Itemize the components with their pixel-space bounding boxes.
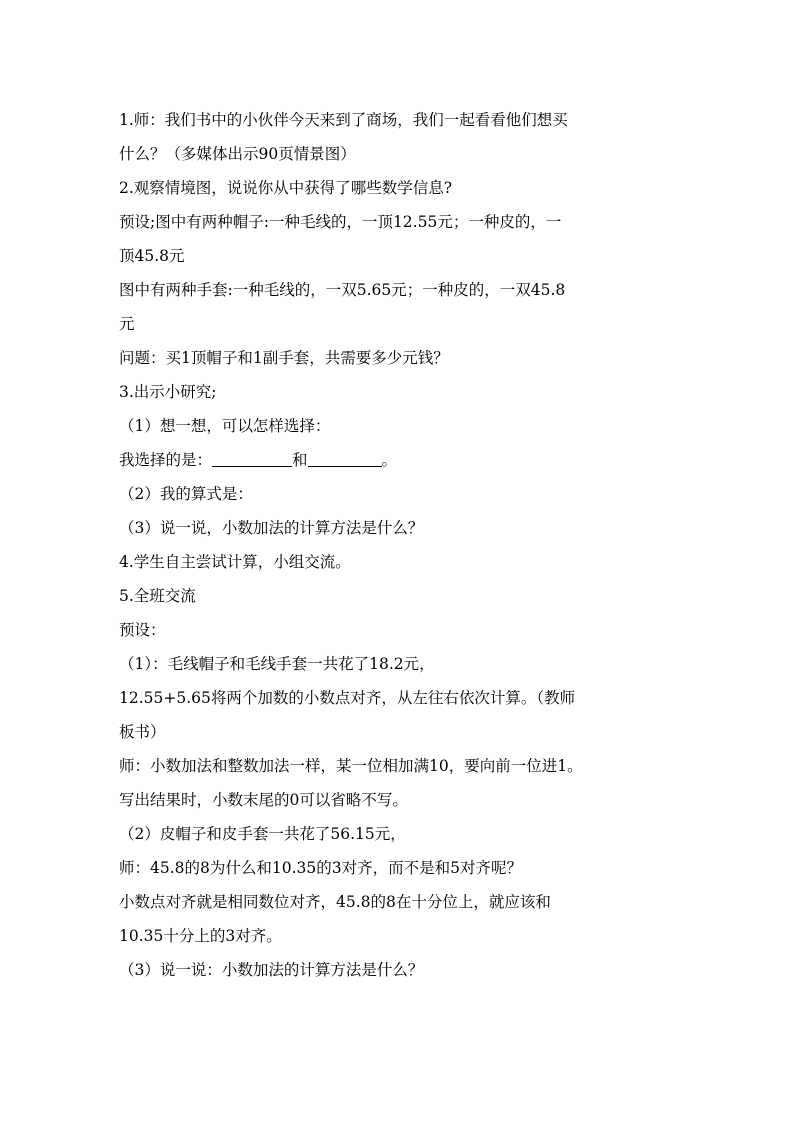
text-line: （1）：毛线帽子和毛线手套一共花了18.2元， xyxy=(119,655,435,673)
text-line: 师：小数加法和整数加法一样，某一位相加满10，要向前一位进1。 xyxy=(119,757,583,775)
text-line: 10.35十分上的3对齐。 xyxy=(119,927,282,945)
text-line: 5.全班交流 xyxy=(119,587,196,605)
fill-blank-2 xyxy=(308,448,382,467)
text-line: 12.55+5.65将两个加数的小数点对齐，从左往右依次计算。（教师 xyxy=(119,689,576,707)
text-line: 问题：买1顶帽子和1副手套，共需要多少元钱？ xyxy=(119,349,449,367)
text-line: 预设;图中有两种帽子:一种毛线的，一顶12.55元；一种皮的，一 xyxy=(119,213,562,231)
text-line: 元 xyxy=(119,315,135,333)
text-line: 3.出示小研究; xyxy=(119,383,217,401)
text-line: （3）说一说，小数加法的计算方法是什么？ xyxy=(119,519,424,537)
document-body xyxy=(119,103,694,987)
text-line: 师：45.8的8为什么和10.35的3对齐，而不是和5对齐呢？ xyxy=(119,859,522,877)
text-line: 什么？（多媒体出示90页情景图） xyxy=(119,145,356,163)
choice-prefix: 我选择的是： xyxy=(119,451,213,469)
choice-line xyxy=(119,443,694,477)
text-line: （2）我的算式是： xyxy=(119,485,253,503)
text-line: 4.学生自主尝试计算，小组交流。 xyxy=(119,553,351,571)
text-line: 1.师：我们书中的小伙伴今天来到了商场，我们一起看看他们想买 xyxy=(119,111,568,129)
text-line: 顶45.8元 xyxy=(119,247,185,265)
text-line: 写出结果时，小数末尾的0可以省略不写。 xyxy=(119,791,408,809)
text-line: 板书） xyxy=(119,723,166,741)
text-line: 图中有两种手套:一种毛线的，一双5.65元；一种皮的，一双45.8 xyxy=(119,281,566,299)
text-line: （3）说一说：小数加法的计算方法是什么？ xyxy=(119,961,424,979)
fill-blank-1 xyxy=(212,448,292,467)
choice-middle: 和 xyxy=(292,451,308,469)
choice-suffix: 。 xyxy=(381,451,398,469)
text-line: 小数点对齐就是相同数位对齐，45.8的8在十分位上，就应该和 xyxy=(119,893,551,911)
text-line: 2.观察情境图，说说你从中获得了哪些数学信息? xyxy=(119,179,453,197)
text-line: （1）想一想，可以怎样选择： xyxy=(119,417,331,435)
text-line: 预设： xyxy=(119,621,166,639)
text-line: （2）皮帽子和皮手套一共花了56.15元， xyxy=(119,825,406,843)
